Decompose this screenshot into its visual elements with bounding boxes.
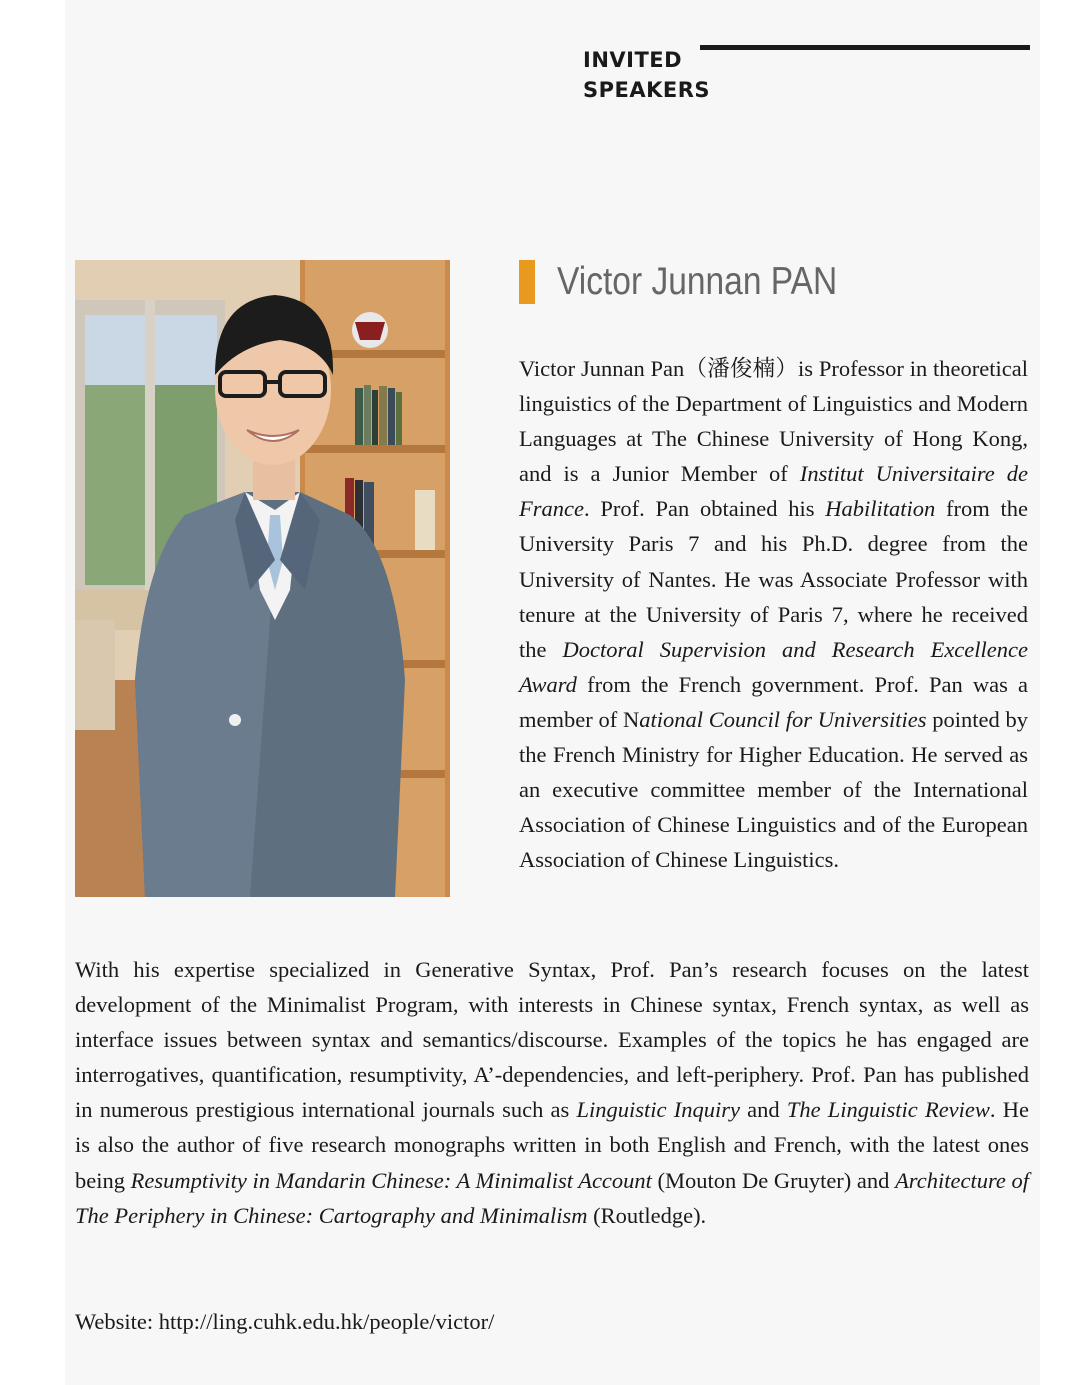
book-title: Resumptivity in Mandarin Chinese: A Minimalist Account xyxy=(130,1167,652,1193)
bio-text: Victor Junnan Pan（潘俊楠）is Professor in theoretical linguistics of the Department of Linguistics and Modern Languages at The Chinese University of Hong Kong, and is a Junior Member of xyxy=(519,356,1028,487)
section-title xyxy=(583,45,710,105)
bio-text: from the French government. Prof. Pan was a member of N xyxy=(519,671,1028,732)
bio-text: and xyxy=(739,1097,787,1123)
bio-italic-text: Institut Universitaire de France xyxy=(519,461,1029,522)
bio-italic-text: Habilitation xyxy=(825,496,936,522)
bio-text: . He is also the author of five research monographs written in both English and French, with the latest ones being xyxy=(75,1097,1029,1193)
speaker-photo xyxy=(75,260,450,897)
journal-title: The Linguistic Review xyxy=(786,1097,990,1123)
header-rule xyxy=(700,45,1030,50)
bio-paragraph-top xyxy=(519,351,1028,877)
name-accent-bar xyxy=(519,260,535,304)
website-link[interactable]: Website: http://ling.cuhk.edu.hk/people/victor/ xyxy=(75,1309,495,1334)
speaker-name: Victor Junnan PAN xyxy=(557,260,838,303)
bio-text: (Mouton De Gruyter) and xyxy=(651,1167,896,1193)
section-title-line: INVITED xyxy=(583,48,683,72)
bio-text: (Routledge). xyxy=(587,1202,707,1228)
bio-text: . Prof. Pan obtained his xyxy=(583,496,826,522)
bio-text: pointed by the French Ministry for Higher Education. He served as an executive committee member of the International Association of Chinese Linguistics and of the European Association of Chinese Linguistics. xyxy=(519,706,1028,873)
bio-italic-text: Doctoral Supervision and Research Excellence Award xyxy=(519,636,1028,697)
bio-text: from the University Paris 7 and his Ph.D. degree from the University of Nantes. He was Associate Professor with tenure at the University of Paris 7, where he received the xyxy=(519,496,1028,662)
bio-text: With his expertise specialized in Generative Syntax, Prof. Pan’s research focuses on the latest development of the Minimalist Program, with interests in Chinese syntax, French syntax, as well as interface issues between syntax and semantics/discourse. Examples of the topics he has engaged are interrogatives, quantification, resumptivity, A’-dependencies, and left-periphery. Prof. Pan has published in numerous prestigious international journals such as xyxy=(75,957,1029,1123)
bio-paragraph-bottom xyxy=(75,952,1029,1233)
book-title: Architecture of The Periphery in Chinese: Cartography and Minimalism xyxy=(75,1167,1029,1228)
journal-title: Linguistic Inquiry xyxy=(576,1097,740,1123)
bio-italic-text: ational Council for Universities xyxy=(639,706,927,732)
section-title-line: SPEAKERS xyxy=(583,78,711,102)
